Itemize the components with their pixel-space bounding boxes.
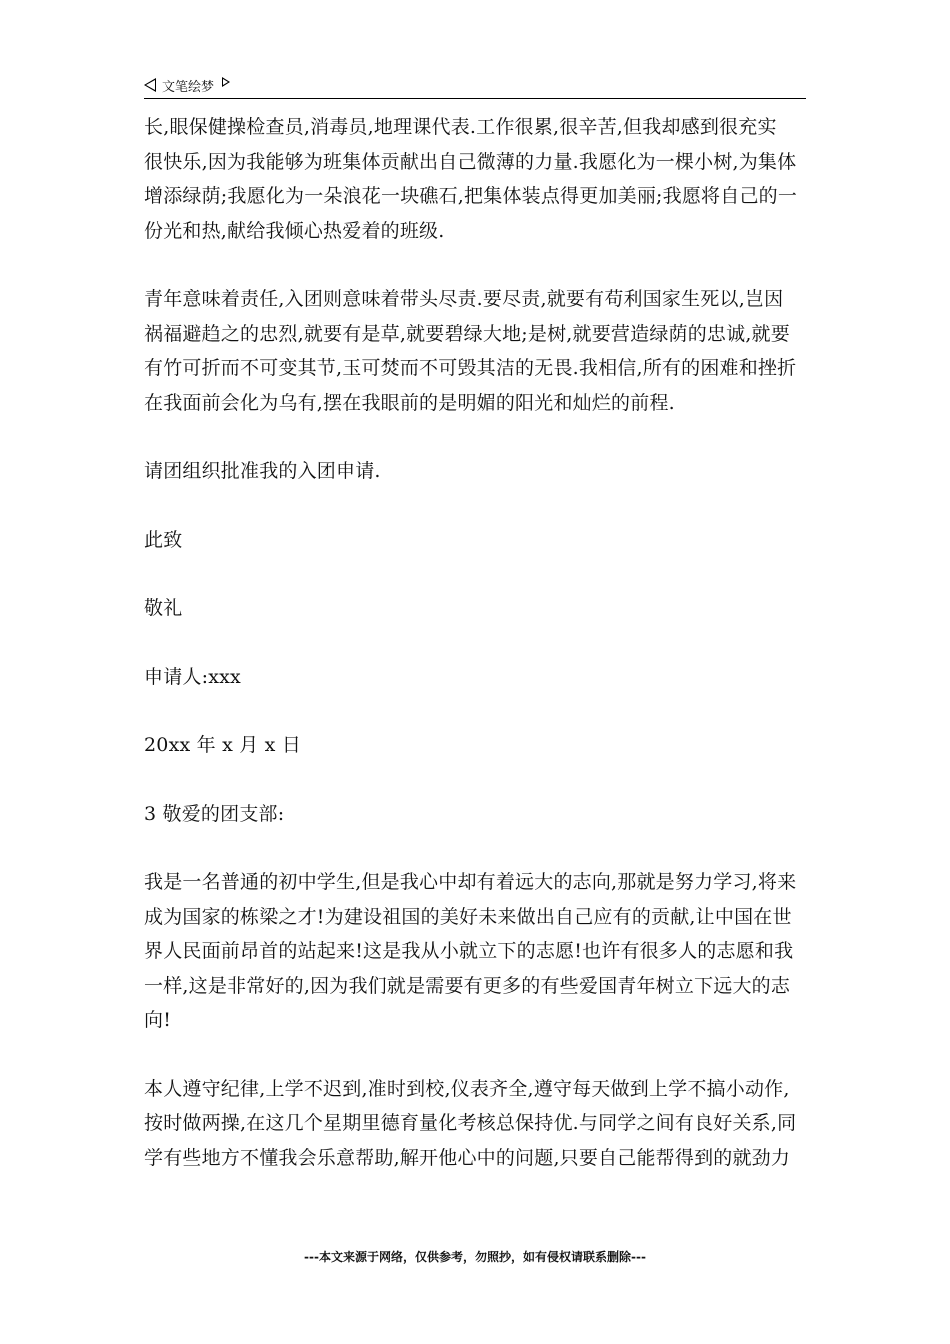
salutation-cizhi: 此致 — [144, 528, 183, 551]
paragraph-request: 请团组织批准我的入团申请. — [144, 460, 381, 482]
footer-notice: ---本文来源于网络，仅供参考，勿照抄，如有侵权请联系删除--- — [304, 1250, 646, 1264]
applicant-line: 申请人:xxx — [144, 665, 241, 688]
paragraph-4: 本人遵守纪律,上学不迟到,准时到校,仪表齐全,遵守每天做到上学不搞小动作, 按时做两操,在这几个星期里德育量化考核总保持优.与同学之间有良好关系,同 学有些地方不懂我会乐意帮助,解开他心中的问题,只要自己能帮得到的就劲力 — [144, 1077, 797, 1169]
page-header — [144, 72, 806, 99]
date-line: 20xx 年 x 月 x 日 — [144, 734, 302, 756]
document-body — [144, 110, 808, 1209]
salutation-jingli: 敬礼 — [144, 597, 183, 619]
header-brand: 文笔绘梦 — [162, 79, 215, 95]
paragraph-2: 青年意味着责任,入团则意味着带头尽责.要尽责,就要有苟利国家生死以,岂因 祸福避趋之的忠烈,就要有是草,就要碧绿大地;是树,就要营造绿荫的忠诚,就要 有竹可折而不可变其节,玉可焚而不可毁其洁的无畏.我相信,所有的困难和挫折 在我面前会化为乌有,摆在我眼前的是明媚的阳光和灿烂的前程. — [144, 288, 797, 414]
paragraph-3: 我是一名普通的初中学生,但是我心中却有着远大的志向,那就是努力学习,将来 成为国家的栋梁之才!为建设祖国的美好未来做出自己应有的贡献,让中国在世 界人民面前昂首的站起来!这是我从小就立下的志愿!也许有很多人的志愿和我 一样,这是非常好的,因为我们就是需要有更多的有些爱国青年树立下远大的志 向! — [144, 871, 797, 1031]
paragraph-1: 长,眼保健操检查员,消毒员,地理课代表.工作很累,很辛苦,但我却感到很充实 很快乐,因为我能够为班集体贡献出自己微薄的力量.我愿化为一棵小树,为集体 增添绿荫;我愿化为一朵浪花一块礁石,把集体装点得更加美丽;我愿将自己的一 份光和热,献给我倾心热爱着的班级. — [144, 116, 798, 242]
triangle-left-icon — [144, 78, 156, 92]
triangle-right-icon — [222, 77, 230, 87]
letter-3-greeting: 3 敬爱的团支部: — [144, 802, 285, 825]
